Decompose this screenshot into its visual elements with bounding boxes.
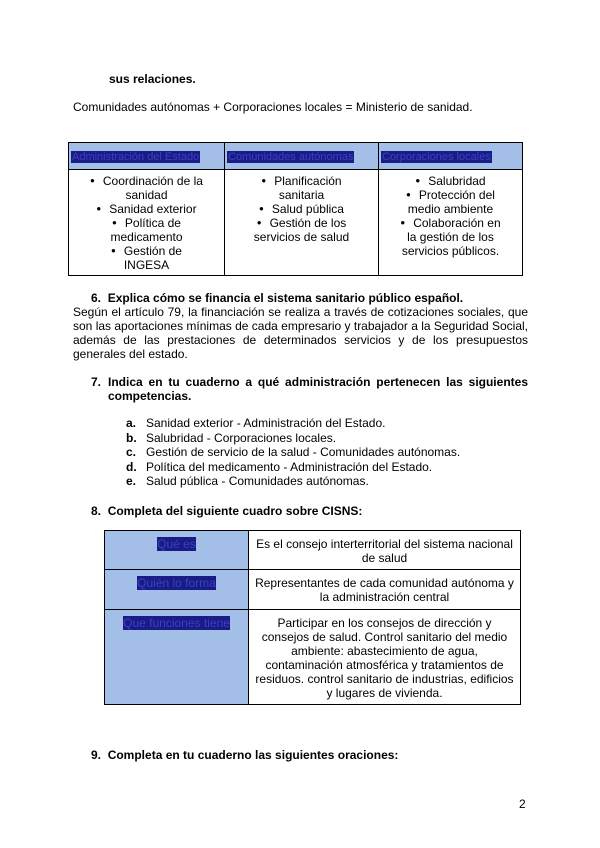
question-7-title xyxy=(91,375,528,403)
list-item: ● Colaboración en la gestión de los servicios públicos. xyxy=(379,216,522,258)
question-number: 6. xyxy=(91,291,102,305)
question-6-answer: Según el artículo 79, la financiación se realiza a través de cotizaciones sociales, que son las aportaciones mínimas de cada empresario y trabajador a la Seguridad Social, además de las prestaciones de determinados servicios y de los presupuestos generales del estado. xyxy=(73,305,528,361)
administrations-table xyxy=(68,142,523,276)
item-text: Salud pública - Comunidades autónomas. xyxy=(146,474,369,488)
list-item xyxy=(126,474,460,489)
label-que-funciones-tiene: Que funciones tiene xyxy=(123,616,230,630)
list-item: ● Protección del medio ambiente xyxy=(379,188,522,216)
list-item: ● Política de medicamento xyxy=(69,216,224,244)
question-number: 7. xyxy=(91,375,102,389)
question-text: Completa del siguiente cuadro sobre CISNS: xyxy=(107,504,363,518)
list-item: ● Coordinación de la sanidad xyxy=(69,174,224,202)
list-item: ● Sanidad exterior xyxy=(69,202,224,216)
list-item: ● Planificación sanitaria xyxy=(225,174,378,202)
question-6-title xyxy=(91,291,463,305)
table-header-cell xyxy=(379,143,523,170)
question-number: 9. xyxy=(91,748,102,762)
page-number: 2 xyxy=(519,797,526,811)
row-label-cell xyxy=(105,610,249,705)
section-heading-continued: sus relaciones. xyxy=(109,72,196,86)
question-9-title xyxy=(91,748,398,762)
table-cell-corporaciones xyxy=(379,170,523,276)
row-label-cell xyxy=(105,531,249,570)
question-text: Completa en tu cuaderno las siguientes oraciones: xyxy=(107,748,399,762)
list-item xyxy=(126,445,460,460)
row-value-cell: Representantes de cada comunidad autónoma y la administración central xyxy=(249,570,521,610)
item-letter: c. xyxy=(126,445,137,459)
item-letter: e. xyxy=(126,474,137,488)
list-item xyxy=(126,460,460,475)
item-text: Gestión de servicio de la salud - Comunidades autónomas. xyxy=(146,445,461,459)
table-header-cell xyxy=(69,143,225,170)
item-letter: b. xyxy=(126,430,137,445)
list-item xyxy=(126,431,460,446)
list-item: ● Salud pública xyxy=(225,202,378,216)
table-cell-comunidades xyxy=(225,170,379,276)
item-letter: a. xyxy=(126,416,137,430)
competencias-list xyxy=(126,416,460,489)
table-cell-estado xyxy=(69,170,225,276)
row-value-cell: Es el consejo interterritorial del sistema nacional de salud xyxy=(249,531,521,570)
header-comunidades-autonomas: Comunidades autónomas xyxy=(228,150,354,163)
label-que-es: Qué es xyxy=(157,537,196,551)
list-item xyxy=(126,416,460,431)
equation-text: Comunidades autónomas + Corporaciones locales = Ministerio de sanidad. xyxy=(73,100,473,114)
table-header-cell xyxy=(225,143,379,170)
list-item: ● Gestión de los servicios de salud xyxy=(225,216,378,244)
item-text: Sanidad exterior - Administración del Estado. xyxy=(146,416,386,430)
question-text: Explica cómo se financia el sistema sanitario público español. xyxy=(107,291,464,305)
item-letter: d. xyxy=(126,459,137,474)
list-item: ● Salubridad xyxy=(379,174,522,188)
question-text: Indica en tu cuaderno a qué administración pertenecen las siguientes competencias. xyxy=(108,375,528,403)
list-item: ● Gestión de INGESA xyxy=(69,244,224,272)
item-text: Política del medicamento - Administración del Estado. xyxy=(146,459,433,474)
label-quien-lo-forma: Quién lo forma xyxy=(137,576,216,590)
row-label-cell xyxy=(105,570,249,610)
header-administracion-estado: Administración del Estado xyxy=(72,150,200,163)
question-8-title xyxy=(91,504,362,518)
item-text: Salubridad - Corporaciones locales. xyxy=(146,430,337,445)
question-number: 8. xyxy=(91,504,102,518)
cisns-table xyxy=(104,530,521,705)
header-corporaciones-locales: Corporaciones locales xyxy=(382,150,491,163)
row-value-cell: Participar en los consejos de dirección y consejos de salud. Control sanitario del medio ambiente: abastecimiento de agua, contaminación atmosférica y tratamientos de residuos. control sanitario de industrias, edificios y lugares de vivienda. xyxy=(249,610,521,705)
